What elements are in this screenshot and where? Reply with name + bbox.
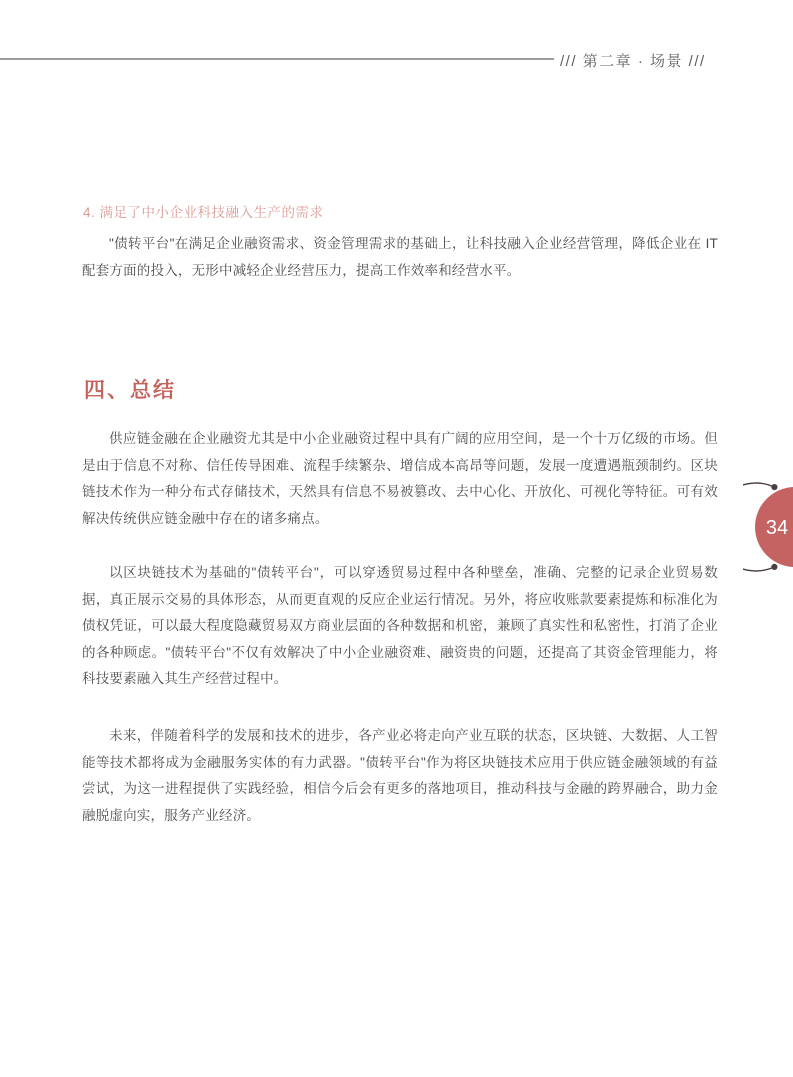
page-number-badge [743,482,793,582]
section-heading: 四、总结 [84,379,176,402]
running-header: /// 第二章 · 场景 /// [560,53,706,70]
paragraph-summary-1: 供应链金融在企业融资尤其是中小企业融资过程中具有广阔的应用空间，是一个十万亿级的市场。但是由于信息不对称、信任传导困难、流程手续繁杂、增信成本高昂等问题，发展一度遭遇瓶颈制约。区块链技术作为一种分布式存储技术，天然具有信息不易被篡改、去中心化、开放化、可视化等特征。可有效解决传统供应链金融中存在的诸多痛点。 [82,431,718,526]
badge-arc-dot-top [771,484,777,490]
badge-arc-dot-bottom [771,564,777,570]
subsection-heading: 4. 满足了中小企业科技融入生产的需求 [83,205,324,220]
page-number: 34 [765,517,789,539]
header-rule [0,58,554,60]
paragraph-summary-3: 未来，伴随着科学的发展和技术的进步，各产业必将走向产业互联的状态，区块链、大数据、人工智能等技术都将成为金融服务实体的有力武器。"债转平台"作为将区块链技术应用于供应链金融领域的有益尝试，为这一进程提供了实践经验，相信今后会有更多的落地项目，推动科技与金融的跨界融合，助力金融脱虚向实，服务产业经济。 [82,728,718,823]
paragraph-subsection: "债转平台"在满足企业融资需求、资金管理需求的基础上，让科技融入企业经营管理，降低企业在 IT 配套方面的投入，无形中减轻企业经营压力，提高工作效率和经营水平。 [82,236,718,278]
paragraph-summary-2: 以区块链技术为基础的"债转平台"，可以穿透贸易过程中各种壁垒，准确、完整的记录企业贸易数据，真正展示交易的具体形态，从而更直观的反应企业运行情况。另外，将应收账款要素提炼和标准化为债权凭证，可以最大程度隐藏贸易双方商业层面的各种数据和机密，兼顾了真实性和私密性，打消了企业的各种顾虑。"债转平台"不仅有效解决了中小企业融资难、融资贵的问题，还提高了其资金管理能力，将科技要素融入其生产经营过程中。 [82,565,718,686]
